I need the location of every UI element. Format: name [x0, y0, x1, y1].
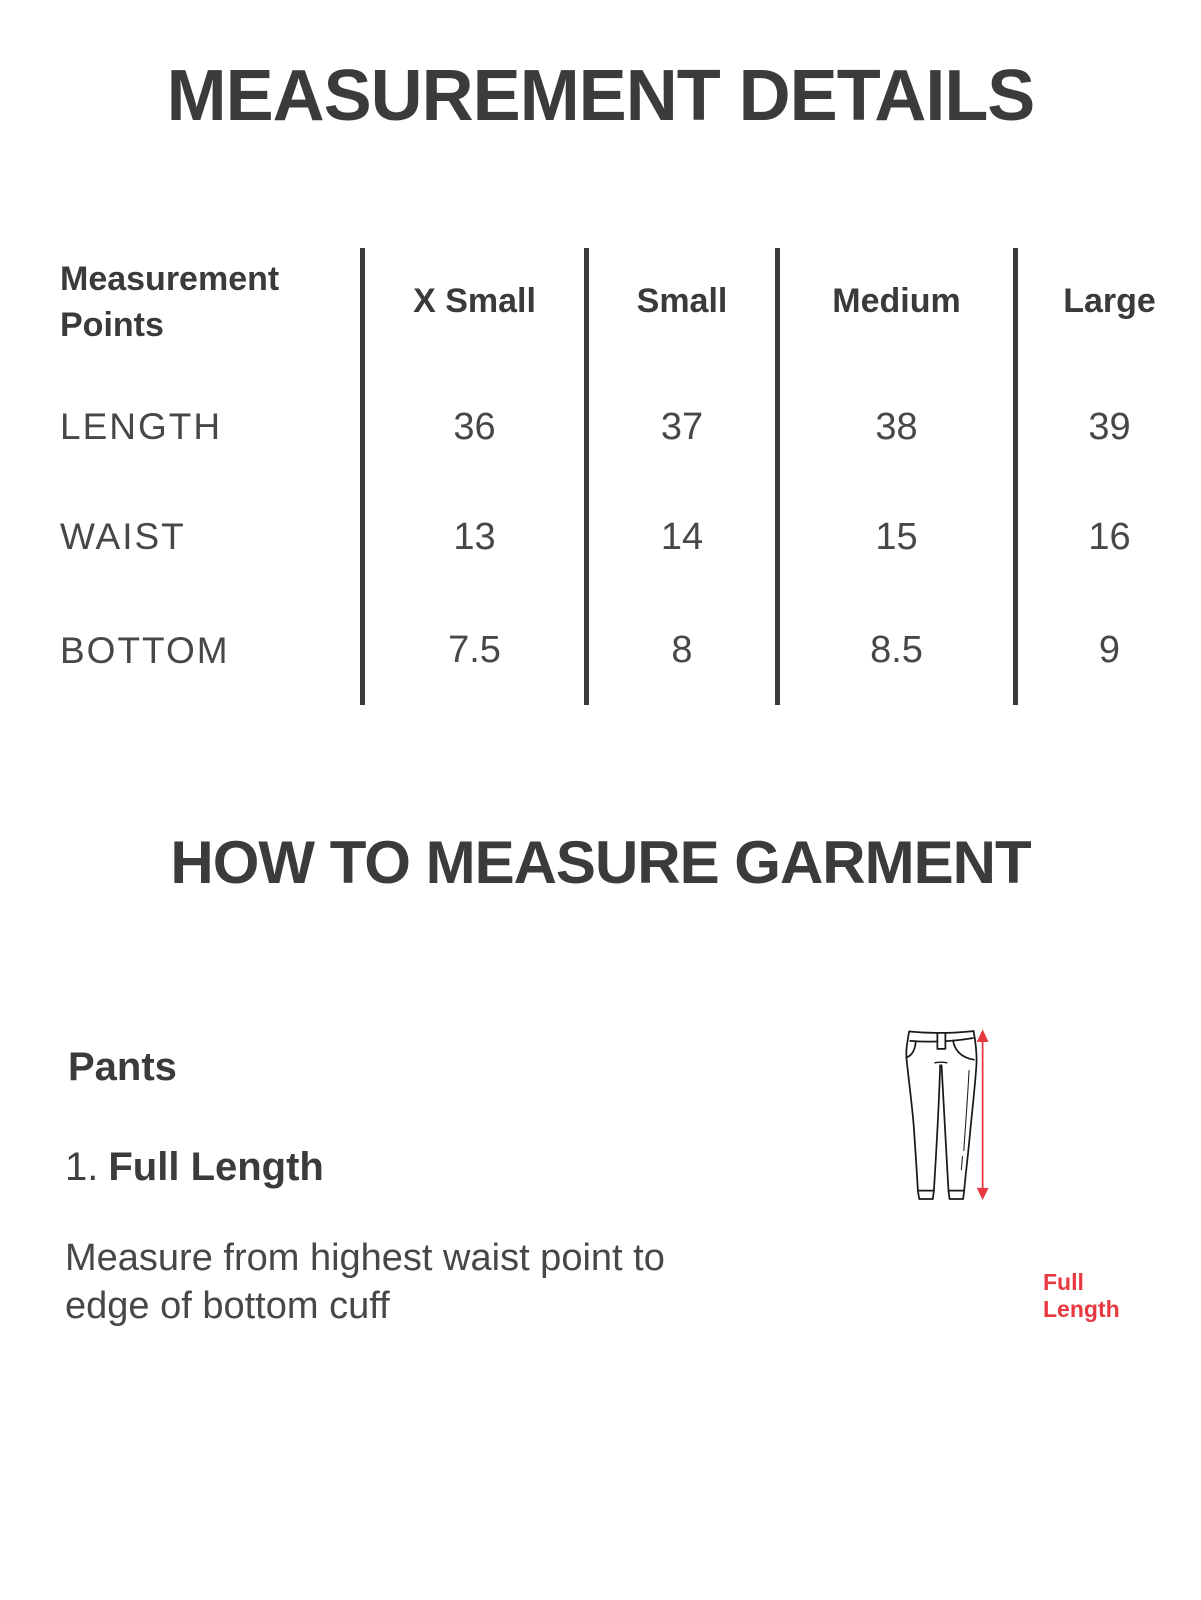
waist-small-value: 14: [584, 478, 775, 588]
waist-large-value: 16: [1013, 478, 1201, 588]
waist-medium-value: 15: [775, 478, 1013, 588]
garment-type-label: Pants: [68, 1045, 177, 1089]
length-large-value: 39: [1013, 368, 1201, 478]
step-number: 1.: [65, 1145, 99, 1189]
table-header-xsmall: X Small: [360, 248, 584, 368]
row-label-bottom: BOTTOM: [60, 629, 230, 671]
bottom-xsmall-value: 7.5: [360, 588, 584, 705]
length-xsmall-value: 36: [360, 368, 584, 478]
step-name: Full Length: [108, 1145, 324, 1189]
length-medium-value: 38: [775, 368, 1013, 478]
measurement-table: [0, 248, 1201, 705]
bottom-large-value: 9: [1013, 588, 1201, 705]
page-title: MEASUREMENT DETAILS: [166, 56, 1035, 136]
full-length-arrow-label: Full Length: [1043, 1269, 1120, 1322]
length-small-value: 37: [584, 368, 775, 478]
waist-xsmall-value: 13: [360, 478, 584, 588]
bottom-small-value: 8: [584, 588, 775, 705]
table-header-small: Small: [584, 248, 775, 368]
how-to-measure-title: HOW TO MEASURE GARMENT: [170, 829, 1031, 896]
table-header-large: Large: [1013, 248, 1201, 368]
step-description: [65, 1234, 825, 1330]
bottom-medium-value: 8.5: [775, 588, 1013, 705]
step-title: [65, 1145, 324, 1190]
table-header-measurement-points: Measurement Points: [60, 260, 280, 344]
full-length-arrow-icon: [977, 1029, 989, 1200]
row-label-length: LENGTH: [60, 406, 223, 447]
step-description-line1: Measure from highest waist point to: [65, 1237, 665, 1279]
table-header-medium: Medium: [775, 248, 1013, 368]
row-label-waist: WAIST: [60, 516, 186, 557]
step-description-line2: edge of bottom cuff: [65, 1285, 390, 1327]
